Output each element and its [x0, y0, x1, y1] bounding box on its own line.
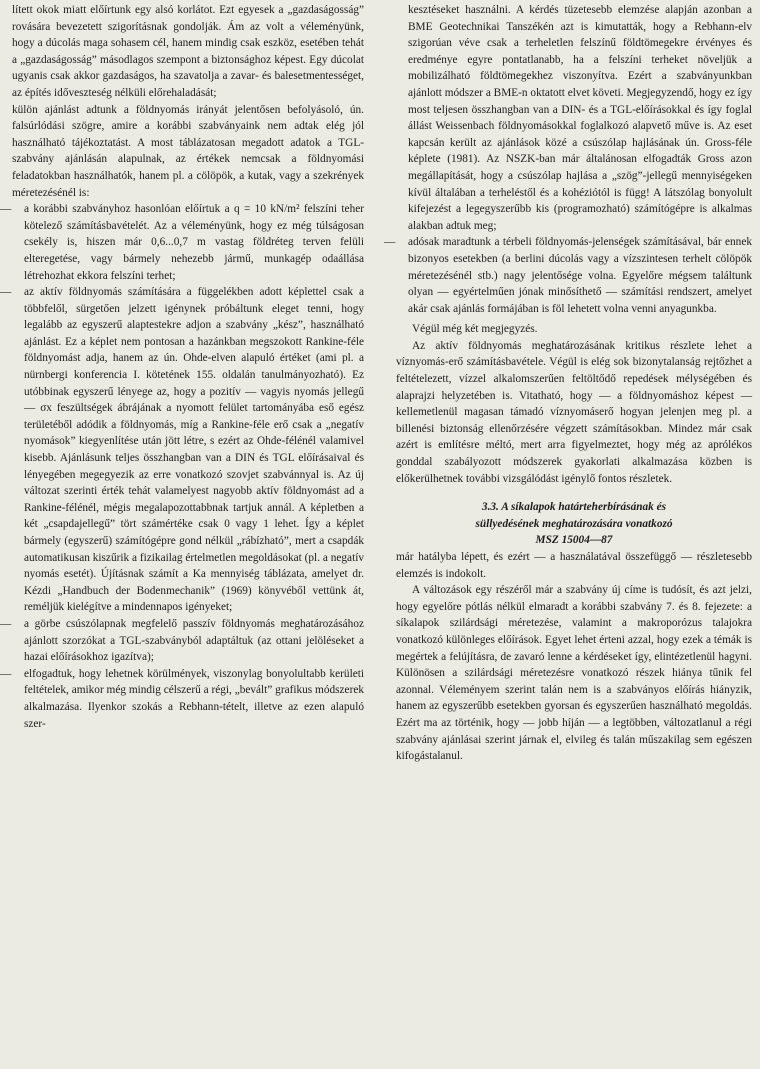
list-item-active-pressure: — az aktív földnyomás számítására a függelékben adott képlettel csak a többfelől, sürgetően jelzett igénynek próbáltunk eleget tenni, hogy legalább az egyszerű alaptestekre adjon a szabvány „kész”, használható ajánlást. Ez a képlet nem pontosan a hazánkban megszokott Rankine-féle földnyomást adja, hanem az ún. Ohde-elven alapuló értéket (ami pl. a nürnbergi konferencia I. kötetének 155. oldalán tanulmányozható). Ez utóbbinak egyszerű lényege az, hogy a pozitív — vagyis nyomás jellegű — σx feszültségek ábrájának a nyomott felület tartományába eső egész területéből adódik a földnyomás, míg a Rankine-féle erő csak a „negatív nyomások” kiegyenlítése után jött létre, s ezért az Ohde-félénél valamivel kisebb. Ajánlásunk teljes összhangban van a DIN és TGL előírásaival és lényegében megegyezik az erre vonatkozó szovjet szabvánnyal is. Az új változat szerinti érték tehát valamelyest nagyobb aktív földnyomást ad a Rankine-félénél, mégis megalapozottabbnak tartjuk annál. A képletben a két „csapdajellegű” tört számértéke csak 0 vagy 1 lehet. Így a képlet bármely (egyszerű) számítógépre gond nélkül „rábízható”, mert a csapdák automatikusan kiszűrik a fizikailag értelmetlen megoldásokat (pl. a negatív nyomás esetét). Újításnak számít a Ka mennyiség táblázata, amelyet dr. Kézdi „Handbuch der Bodenmechanik” (1969) könyvéből vettünk át, reméljük kielégítve a mindennapos igényeket;: [0, 286, 364, 614]
dash-marker: —: [0, 286, 12, 299]
dash-marker: —: [0, 667, 12, 680]
dash-marker: —: [0, 617, 12, 630]
dash-marker: —: [384, 236, 396, 249]
list-item-spatial-pressure: — adósak maradtunk a térbeli földnyomás-jelenségek számításával, bár ennek bizonyos esetekben (a berlini dúcolás vagy a vízszintesen terhelt cölöpök méretezésénél stb.) nagy jelentősége volna. Egyelőre mégsem találtunk olyan — egyértelműen jónak minősíthető — számítási rendszert, amelyet akár csak ajánlás formájában is föl lehetett volna venni anyagunkba.: [384, 236, 752, 315]
section-heading-standard: MSZ 15004—87: [535, 534, 613, 547]
dash-marker: —: [0, 203, 12, 216]
paragraph-water-pressure: Az aktív földnyomás meghatározásának kritikus részlete lehet a víznyomás-erő számításbavétele. Végül is elég sok bizonytalanság rejtőzhet a feltételezett, vízzel alkalomszerűen feltöltődő repedések mélységében és alaprajzi helyzetében is. Vitatható, hogy — a földnyomáshoz képest — kellemetlenül magasan támadó víznyomáserő hogyan jelenjen meg pl. a billenési biztonság ellenőrzésére végzett számításokban. Mindez már csak azért is említésre méltó, mert arra figyelmeztet, hogy még az aprólékos gonddal szabályozott módszerek gyakorlati alkalmazása közben is előkerülhetnek további vizsgálódást igénylő fontos részletek.: [396, 339, 752, 485]
paragraph-final-remarks: Végül még két megjegyzés.: [412, 323, 538, 336]
list-item-graphic-methods: — elfogadtuk, hogy lehetnek körülmények, viszonylag bonyolultabb kerületi feltételek, amikor még mindig célszerű a régi, „bevált” grafikus módszerek alkalmazása. Ilyenkor szokás a Rebhann-tételt, illetve az ezen alapuló szer-: [0, 667, 364, 730]
paragraph-changes: A változások egy részéről már a szabvány új címe is tudósít, és azt jelzi, hogy egyelőre pótlás nélkül elmaradt a korábbi szabvány 7. és 8. fejezete: a síkalapok szilárdsági méretezése, valamint a makroporózus talajokra vonatkozó különleges előírások. Egyet lehet érteni azzal, hogy ezek a témák is megértek a felújításra, de zavaró lenne a kérdéseket így, elintézetlenül hagyni. Különösen a szilárdsági méretezésre vonatkozó részek hiánya tűnik fel azonnal. Véleményem szerint talán nem is a szabványos előírás hiányzik, hanem az egyszerűbb esetekben gyorsan és egyszerűen használható megoldás. Ezért ma az történik, hogy — jobb híján — a legtöbben, változatlanul a régi szabvány ajánlásai szerint járnak el, elvileg és talán műszakilag sem egészen kifogástalanul.: [396, 584, 752, 763]
paragraph-in-force: már hatályba lépett, és ezért — a használatával összefüggő — részletesebb elemzés is indokolt.: [396, 551, 752, 580]
left-column: [0, 2, 364, 732]
paragraph-lower-limit: lített okok miatt előírtunk egy alsó korlátot. Ezt egyesek a „gazdaságosság” rovására bevezetett szigorításnak gondolják. Ám az volt a véleményünk, hogy a dúcolás maga sohasem cél, hanem mindig csak eszköz, esetében tehát a „gazdaságosság” másodlagos szempont a biztonsághoz képest. Egy dúcolat ugyanis csak akkor gazdaságos, ha szavatolja a zavar- és balesetmentességet, az építés időveszteség nélküli előrehaladását;: [12, 4, 364, 99]
list-item-continuation: kesztéseket használni. A kérdés tüzetesebb elemzése alapján azonban a BME Geotechnikai Tanszékén azt is kimutatták, hogy a Rebhann-elv szigorúan véve csak a terheletlen felszínű földtömegekre érvényes és eredménye egyre pontatlanabb, ha a felszíni terheket növeljük a mobilizálható földtömegekhez viszonyítva. Ezért a szabványunkban ajánlott módszer a BME-n oktatott elvet követi. Megjegyzendő, hogy ez így most teljesen összhangban van a DIN- és a TGL-előírásokkal és így foglal állást Weissenbach földnyomásokkal foglalkozó alapvető műve is. Az eset kapcsán került az ajánlások közé a csúszólap hajlásának ún. Gross-féle képlete (1981). Az NSZK-ban már általánosan elfogadták Gross azon megállapítását, hogy a csúszólap hajlása a „szög”-jellegű mennyiségeken kívül általában a terheléstől és a kohéziótól is függ! A látszólag bonyolult kifejezést a legegyszerűbb kis (programozható) számítógépre is alkalmas alakban adtuk meg;: [408, 4, 752, 232]
right-column: [384, 2, 752, 765]
list-item-surface-load: — a korábbi szabványhoz hasonlóan előírtuk a q = 10 kN/m² felszíni teher kötelező számításbavételét. Az a véleményünk, hogy ez még túlságosan csekély is, hiszen már 0,6...0,7 m vastag földréteg terven felüli elteregetése, vagy bármely nehezebb jármű, munkagép odaállása létrehozhat ekkora felszíni terhet;: [0, 203, 364, 282]
section-heading-line: 3.3. A síkalapok határteherbírásának és: [481, 501, 667, 514]
section-heading-3-3: [396, 499, 752, 549]
paragraph-wall-friction: külön ajánlást adtunk a földnyomás irányát jelentősen befolyásoló, ún. falsúrlódási szögre, amire a korábbi szabványaink nem adtak elég jól használható tájékoztatást. A most táblázatosan megadott adatok a TGL-szabvány ajánlásán alapulnak, az értékek nemcsak a földnyomási feladatokban használhatók, hanem pl. a cölöpök, a kutak, vagy a szekrények méretezésénél is:: [12, 103, 364, 199]
section-heading-line: süllyedésének meghatározására vonatkozó: [475, 517, 673, 530]
list-item-passive-pressure: — a görbe csúszólapnak megfelelő passzív földnyomás meghatározásához ajánlott szorzókat a TGL-szabványból adaptáltuk (az ottani jelöléseket a hazai előírásokhoz igazítva);: [0, 617, 364, 664]
